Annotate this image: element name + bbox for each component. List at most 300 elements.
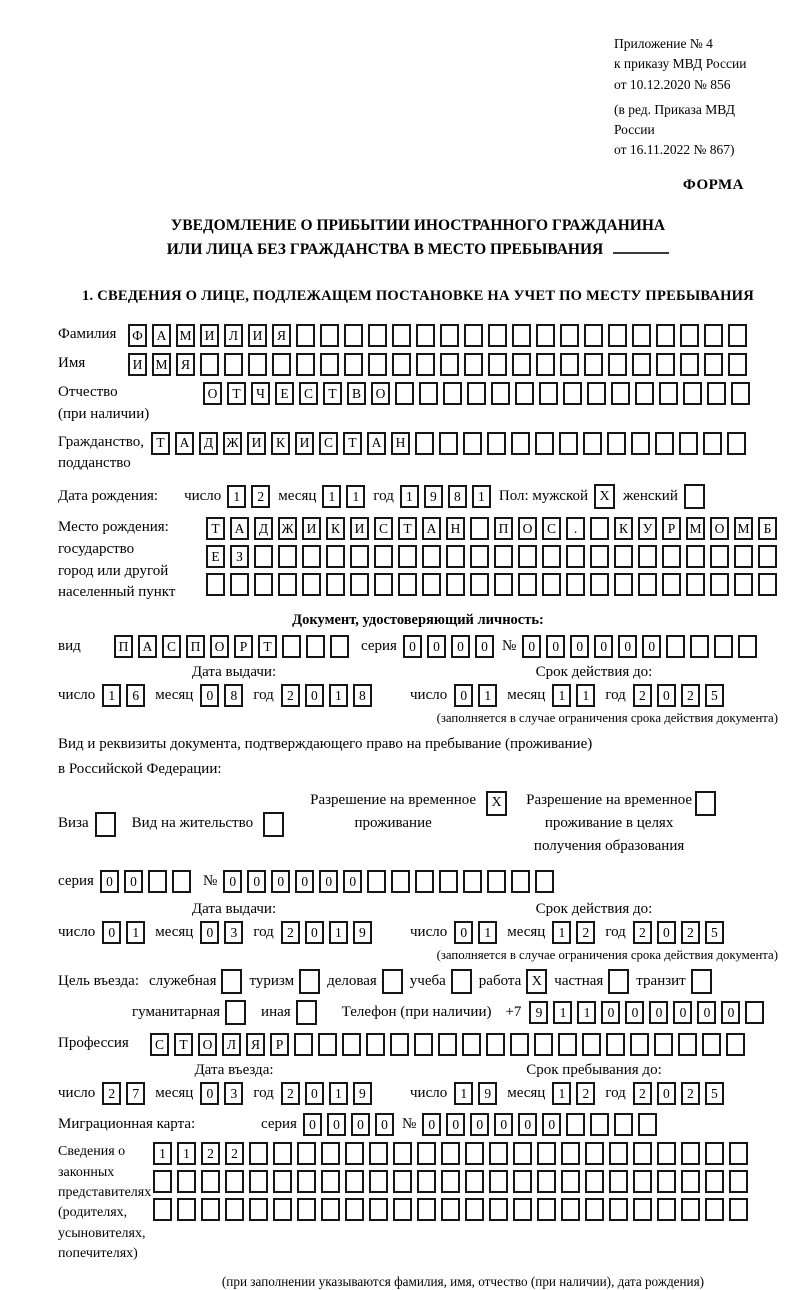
char-cell[interactable] xyxy=(254,573,273,596)
char-cell[interactable] xyxy=(278,545,297,568)
char-cell[interactable]: 1 xyxy=(478,684,497,707)
char-cell[interactable]: 2 xyxy=(633,921,652,944)
char-cell[interactable] xyxy=(415,432,434,455)
char-cell[interactable]: 0 xyxy=(305,684,324,707)
char-cell[interactable]: 1 xyxy=(472,485,491,508)
char-cell[interactable] xyxy=(590,545,609,568)
char-cell[interactable] xyxy=(366,1033,385,1056)
char-cell[interactable] xyxy=(655,432,674,455)
char-cell[interactable] xyxy=(221,969,242,994)
char-cell[interactable]: 0 xyxy=(697,1001,716,1024)
char-cell[interactable] xyxy=(606,1033,625,1056)
char-cell[interactable]: 2 xyxy=(281,1082,300,1105)
char-cell[interactable] xyxy=(608,969,629,994)
char-cell[interactable]: 1 xyxy=(400,485,419,508)
char-cell[interactable]: Ф xyxy=(128,324,147,347)
char-cell[interactable]: 0 xyxy=(446,1113,465,1136)
char-cell[interactable]: 1 xyxy=(577,1001,596,1024)
char-cell[interactable] xyxy=(393,1198,412,1221)
char-cell[interactable] xyxy=(439,432,458,455)
char-cell[interactable] xyxy=(299,969,320,994)
char-cell[interactable] xyxy=(391,870,410,893)
char-cell[interactable] xyxy=(369,1170,388,1193)
char-cell[interactable] xyxy=(441,1198,460,1221)
char-cell[interactable]: И xyxy=(295,432,314,455)
char-cell[interactable]: 0 xyxy=(721,1001,740,1024)
char-cell[interactable] xyxy=(273,1142,292,1165)
char-cell[interactable] xyxy=(635,382,654,405)
char-cell[interactable] xyxy=(657,1142,676,1165)
char-cell[interactable] xyxy=(686,573,705,596)
char-cell[interactable] xyxy=(369,1198,388,1221)
char-cell[interactable]: 2 xyxy=(225,1142,244,1165)
char-cell[interactable] xyxy=(463,432,482,455)
char-cell[interactable] xyxy=(587,382,606,405)
char-cell[interactable] xyxy=(726,1033,745,1056)
char-cell[interactable]: А xyxy=(138,635,157,658)
char-cell[interactable] xyxy=(350,573,369,596)
char-cell[interactable] xyxy=(684,484,705,509)
char-cell[interactable]: С xyxy=(299,382,318,405)
char-cell[interactable] xyxy=(369,1142,388,1165)
char-cell[interactable] xyxy=(494,545,513,568)
char-cell[interactable] xyxy=(585,1142,604,1165)
char-cell[interactable] xyxy=(510,1033,529,1056)
char-cell[interactable] xyxy=(561,1198,580,1221)
char-cell[interactable] xyxy=(609,1198,628,1221)
char-cell[interactable]: Я xyxy=(272,324,291,347)
char-cell[interactable]: М xyxy=(734,517,753,540)
char-cell[interactable] xyxy=(318,1033,337,1056)
char-cell[interactable]: 0 xyxy=(403,635,422,658)
char-cell[interactable] xyxy=(537,1142,556,1165)
char-cell[interactable] xyxy=(678,1033,697,1056)
char-cell[interactable]: 2 xyxy=(251,485,270,508)
char-cell[interactable]: 0 xyxy=(542,1113,561,1136)
char-cell[interactable]: 0 xyxy=(601,1001,620,1024)
char-cell[interactable] xyxy=(559,432,578,455)
char-cell[interactable]: М xyxy=(152,353,171,376)
char-cell[interactable]: Л xyxy=(222,1033,241,1056)
char-cell[interactable] xyxy=(153,1198,172,1221)
char-cell[interactable] xyxy=(398,545,417,568)
char-cell[interactable] xyxy=(681,1142,700,1165)
char-cell[interactable] xyxy=(225,1000,246,1025)
char-cell[interactable] xyxy=(561,1170,580,1193)
char-cell[interactable]: 0 xyxy=(200,684,219,707)
char-cell[interactable]: 0 xyxy=(305,921,324,944)
char-cell[interactable] xyxy=(344,324,363,347)
char-cell[interactable] xyxy=(321,1142,340,1165)
char-cell[interactable]: 0 xyxy=(518,1113,537,1136)
char-cell[interactable]: 9 xyxy=(353,1082,372,1105)
char-cell[interactable] xyxy=(657,1198,676,1221)
char-cell[interactable] xyxy=(638,1113,657,1136)
char-cell[interactable] xyxy=(440,353,459,376)
char-cell[interactable]: 0 xyxy=(454,921,473,944)
char-cell[interactable] xyxy=(416,353,435,376)
char-cell[interactable] xyxy=(680,324,699,347)
char-cell[interactable] xyxy=(680,353,699,376)
char-cell[interactable] xyxy=(225,1198,244,1221)
char-cell[interactable] xyxy=(518,545,537,568)
char-cell[interactable] xyxy=(201,1170,220,1193)
char-cell[interactable]: У xyxy=(638,517,657,540)
char-cell[interactable]: . xyxy=(566,517,585,540)
char-cell[interactable]: С xyxy=(162,635,181,658)
char-cell[interactable] xyxy=(200,353,219,376)
char-cell[interactable] xyxy=(707,382,726,405)
char-cell[interactable]: 9 xyxy=(353,921,372,944)
char-cell[interactable]: К xyxy=(326,517,345,540)
char-cell[interactable]: 0 xyxy=(649,1001,668,1024)
char-cell[interactable] xyxy=(654,1033,673,1056)
char-cell[interactable]: Р xyxy=(234,635,253,658)
char-cell[interactable] xyxy=(201,1198,220,1221)
char-cell[interactable] xyxy=(705,1198,724,1221)
char-cell[interactable] xyxy=(415,870,434,893)
char-cell[interactable] xyxy=(690,635,709,658)
char-cell[interactable]: С xyxy=(374,517,393,540)
char-cell[interactable] xyxy=(206,573,225,596)
char-cell[interactable]: Ч xyxy=(251,382,270,405)
char-cell[interactable] xyxy=(662,573,681,596)
char-cell[interactable] xyxy=(419,382,438,405)
char-cell[interactable]: 0 xyxy=(494,1113,513,1136)
char-cell[interactable]: Л xyxy=(224,324,243,347)
char-cell[interactable]: Р xyxy=(270,1033,289,1056)
char-cell[interactable] xyxy=(727,432,746,455)
char-cell[interactable] xyxy=(489,1198,508,1221)
char-cell[interactable]: А xyxy=(422,517,441,540)
char-cell[interactable] xyxy=(470,573,489,596)
char-cell[interactable] xyxy=(511,432,530,455)
char-cell[interactable] xyxy=(729,1170,748,1193)
char-cell[interactable]: 5 xyxy=(705,1082,724,1105)
char-cell[interactable] xyxy=(535,432,554,455)
char-cell[interactable]: 8 xyxy=(224,684,243,707)
char-cell[interactable]: З xyxy=(230,545,249,568)
char-cell[interactable] xyxy=(350,545,369,568)
char-cell[interactable] xyxy=(393,1170,412,1193)
char-cell[interactable]: Е xyxy=(275,382,294,405)
char-cell[interactable]: 0 xyxy=(319,870,338,893)
char-cell[interactable] xyxy=(441,1170,460,1193)
char-cell[interactable] xyxy=(560,353,579,376)
char-cell[interactable]: К xyxy=(614,517,633,540)
char-cell[interactable]: Р xyxy=(662,517,681,540)
char-cell[interactable] xyxy=(681,1198,700,1221)
char-cell[interactable] xyxy=(489,1170,508,1193)
char-cell[interactable] xyxy=(537,1170,556,1193)
char-cell[interactable] xyxy=(704,324,723,347)
char-cell[interactable]: О xyxy=(710,517,729,540)
char-cell[interactable] xyxy=(512,324,531,347)
char-cell[interactable] xyxy=(464,353,483,376)
char-cell[interactable]: 1 xyxy=(329,921,348,944)
char-cell[interactable] xyxy=(513,1198,532,1221)
char-cell[interactable] xyxy=(542,545,561,568)
char-cell[interactable]: Я xyxy=(246,1033,265,1056)
char-cell[interactable] xyxy=(177,1198,196,1221)
char-cell[interactable] xyxy=(566,545,585,568)
char-cell[interactable]: Ж xyxy=(278,517,297,540)
char-cell[interactable]: 0 xyxy=(223,870,242,893)
char-cell[interactable] xyxy=(703,432,722,455)
char-cell[interactable]: 0 xyxy=(454,684,473,707)
char-cell[interactable]: 0 xyxy=(305,1082,324,1105)
char-cell[interactable] xyxy=(535,870,554,893)
char-cell[interactable] xyxy=(563,382,582,405)
char-cell[interactable] xyxy=(710,545,729,568)
char-cell[interactable] xyxy=(463,870,482,893)
char-cell[interactable]: Д xyxy=(199,432,218,455)
char-cell[interactable]: 1 xyxy=(576,684,595,707)
char-cell[interactable] xyxy=(296,324,315,347)
char-cell[interactable] xyxy=(225,1170,244,1193)
char-cell[interactable] xyxy=(614,545,633,568)
char-cell[interactable] xyxy=(470,517,489,540)
char-cell[interactable] xyxy=(489,1142,508,1165)
char-cell[interactable]: 9 xyxy=(529,1001,548,1024)
char-cell[interactable] xyxy=(728,324,747,347)
char-cell[interactable]: 0 xyxy=(618,635,637,658)
char-cell[interactable] xyxy=(662,545,681,568)
char-cell[interactable] xyxy=(729,1142,748,1165)
char-cell[interactable] xyxy=(344,353,363,376)
char-cell[interactable] xyxy=(536,324,555,347)
char-cell[interactable]: 1 xyxy=(227,485,246,508)
char-cell[interactable] xyxy=(590,517,609,540)
char-cell[interactable]: 2 xyxy=(681,921,700,944)
char-cell[interactable] xyxy=(511,870,530,893)
char-cell[interactable]: И xyxy=(200,324,219,347)
char-cell[interactable]: 8 xyxy=(353,684,372,707)
char-cell[interactable] xyxy=(536,353,555,376)
char-cell[interactable] xyxy=(609,1170,628,1193)
char-cell[interactable]: 0 xyxy=(625,1001,644,1024)
char-cell[interactable] xyxy=(659,382,678,405)
char-cell[interactable] xyxy=(440,324,459,347)
char-cell[interactable]: 9 xyxy=(478,1082,497,1105)
char-cell[interactable]: И xyxy=(247,432,266,455)
char-cell[interactable]: Т xyxy=(174,1033,193,1056)
char-cell[interactable] xyxy=(758,573,777,596)
char-cell[interactable] xyxy=(417,1142,436,1165)
char-cell[interactable]: П xyxy=(186,635,205,658)
char-cell[interactable] xyxy=(632,324,651,347)
char-cell[interactable]: В xyxy=(347,382,366,405)
char-cell[interactable] xyxy=(392,353,411,376)
char-cell[interactable] xyxy=(691,969,712,994)
char-cell[interactable]: 1 xyxy=(322,485,341,508)
char-cell[interactable]: 2 xyxy=(633,684,652,707)
char-cell[interactable]: Я xyxy=(176,353,195,376)
char-cell[interactable]: 2 xyxy=(633,1082,652,1105)
char-cell[interactable]: 0 xyxy=(642,635,661,658)
char-cell[interactable]: 0 xyxy=(102,921,121,944)
char-cell[interactable]: 0 xyxy=(570,635,589,658)
char-cell[interactable] xyxy=(296,1000,317,1025)
char-cell[interactable] xyxy=(633,1198,652,1221)
char-cell[interactable]: Т xyxy=(151,432,170,455)
char-cell[interactable]: 0 xyxy=(271,870,290,893)
char-cell[interactable] xyxy=(728,353,747,376)
char-cell[interactable]: Б xyxy=(758,517,777,540)
char-cell[interactable]: 0 xyxy=(343,870,362,893)
char-cell[interactable]: 1 xyxy=(126,921,145,944)
char-cell[interactable] xyxy=(177,1170,196,1193)
char-cell[interactable] xyxy=(666,635,685,658)
char-cell[interactable]: С xyxy=(319,432,338,455)
char-cell[interactable]: Т xyxy=(398,517,417,540)
char-cell[interactable] xyxy=(614,1113,633,1136)
char-cell[interactable] xyxy=(320,353,339,376)
char-cell[interactable]: 1 xyxy=(346,485,365,508)
char-cell[interactable] xyxy=(656,324,675,347)
char-cell[interactable]: К xyxy=(271,432,290,455)
char-cell[interactable]: 0 xyxy=(351,1113,370,1136)
char-cell[interactable] xyxy=(657,1170,676,1193)
char-cell[interactable] xyxy=(486,1033,505,1056)
char-cell[interactable] xyxy=(249,1198,268,1221)
char-cell[interactable] xyxy=(702,1033,721,1056)
char-cell[interactable]: 2 xyxy=(576,1082,595,1105)
char-cell[interactable]: 0 xyxy=(200,921,219,944)
char-cell[interactable] xyxy=(704,353,723,376)
char-cell[interactable]: 2 xyxy=(281,684,300,707)
char-cell[interactable]: 1 xyxy=(329,684,348,707)
char-cell[interactable]: 6 xyxy=(126,684,145,707)
char-cell[interactable] xyxy=(614,573,633,596)
char-cell[interactable]: 0 xyxy=(594,635,613,658)
char-cell[interactable] xyxy=(172,870,191,893)
char-cell[interactable] xyxy=(254,545,273,568)
char-cell[interactable]: О xyxy=(203,382,222,405)
char-cell[interactable] xyxy=(534,1033,553,1056)
char-cell[interactable] xyxy=(422,545,441,568)
char-cell[interactable] xyxy=(470,545,489,568)
char-cell[interactable] xyxy=(321,1198,340,1221)
char-cell[interactable] xyxy=(374,545,393,568)
char-cell[interactable]: 5 xyxy=(705,684,724,707)
char-cell[interactable]: 1 xyxy=(329,1082,348,1105)
char-cell[interactable] xyxy=(542,573,561,596)
char-cell[interactable]: 0 xyxy=(375,1113,394,1136)
char-cell[interactable] xyxy=(705,1142,724,1165)
char-cell[interactable]: 1 xyxy=(552,921,571,944)
char-cell[interactable] xyxy=(467,382,486,405)
char-cell[interactable] xyxy=(417,1170,436,1193)
char-cell[interactable] xyxy=(395,382,414,405)
char-cell[interactable] xyxy=(679,432,698,455)
char-cell[interactable]: Е xyxy=(206,545,225,568)
char-cell[interactable] xyxy=(585,1198,604,1221)
char-cell[interactable] xyxy=(374,573,393,596)
char-cell[interactable]: О xyxy=(198,1033,217,1056)
char-cell[interactable]: Т xyxy=(323,382,342,405)
char-cell[interactable]: Д xyxy=(254,517,273,540)
char-cell[interactable] xyxy=(590,573,609,596)
char-cell[interactable]: X xyxy=(594,484,615,509)
char-cell[interactable]: X xyxy=(526,969,547,994)
char-cell[interactable] xyxy=(249,1142,268,1165)
char-cell[interactable]: 0 xyxy=(295,870,314,893)
char-cell[interactable] xyxy=(465,1198,484,1221)
char-cell[interactable]: 3 xyxy=(224,921,243,944)
char-cell[interactable] xyxy=(487,870,506,893)
char-cell[interactable] xyxy=(230,573,249,596)
char-cell[interactable]: С xyxy=(150,1033,169,1056)
char-cell[interactable] xyxy=(153,1170,172,1193)
char-cell[interactable] xyxy=(584,324,603,347)
char-cell[interactable] xyxy=(297,1142,316,1165)
char-cell[interactable] xyxy=(393,1142,412,1165)
char-cell[interactable] xyxy=(494,573,513,596)
char-cell[interactable] xyxy=(638,573,657,596)
char-cell[interactable]: С xyxy=(542,517,561,540)
char-cell[interactable] xyxy=(561,1142,580,1165)
char-cell[interactable] xyxy=(608,353,627,376)
char-cell[interactable]: 0 xyxy=(546,635,565,658)
char-cell[interactable]: 1 xyxy=(553,1001,572,1024)
char-cell[interactable] xyxy=(462,1033,481,1056)
char-cell[interactable]: X xyxy=(486,791,507,816)
char-cell[interactable] xyxy=(558,1033,577,1056)
char-cell[interactable]: 2 xyxy=(681,1082,700,1105)
char-cell[interactable] xyxy=(345,1170,364,1193)
char-cell[interactable] xyxy=(224,353,243,376)
char-cell[interactable]: 8 xyxy=(448,485,467,508)
char-cell[interactable] xyxy=(731,382,750,405)
char-cell[interactable] xyxy=(439,870,458,893)
char-cell[interactable]: 5 xyxy=(705,921,724,944)
char-cell[interactable] xyxy=(582,1033,601,1056)
char-cell[interactable] xyxy=(302,545,321,568)
char-cell[interactable]: 0 xyxy=(427,635,446,658)
char-cell[interactable] xyxy=(583,432,602,455)
char-cell[interactable] xyxy=(417,1198,436,1221)
char-cell[interactable]: 2 xyxy=(281,921,300,944)
char-cell[interactable] xyxy=(345,1142,364,1165)
char-cell[interactable]: 0 xyxy=(100,870,119,893)
char-cell[interactable]: 0 xyxy=(124,870,143,893)
char-cell[interactable]: О xyxy=(518,517,537,540)
char-cell[interactable] xyxy=(714,635,733,658)
char-cell[interactable]: 0 xyxy=(327,1113,346,1136)
char-cell[interactable] xyxy=(632,353,651,376)
char-cell[interactable]: И xyxy=(248,324,267,347)
char-cell[interactable] xyxy=(345,1198,364,1221)
char-cell[interactable] xyxy=(330,635,349,658)
char-cell[interactable] xyxy=(464,324,483,347)
char-cell[interactable] xyxy=(681,1170,700,1193)
char-cell[interactable] xyxy=(710,573,729,596)
char-cell[interactable]: 1 xyxy=(552,1082,571,1105)
char-cell[interactable]: 9 xyxy=(424,485,443,508)
char-cell[interactable] xyxy=(263,812,284,837)
char-cell[interactable] xyxy=(656,353,675,376)
char-cell[interactable] xyxy=(465,1142,484,1165)
char-cell[interactable] xyxy=(392,324,411,347)
char-cell[interactable] xyxy=(705,1170,724,1193)
char-cell[interactable]: 1 xyxy=(153,1142,172,1165)
char-cell[interactable] xyxy=(745,1001,764,1024)
char-cell[interactable]: 0 xyxy=(673,1001,692,1024)
char-cell[interactable] xyxy=(272,353,291,376)
char-cell[interactable] xyxy=(302,573,321,596)
char-cell[interactable]: И xyxy=(302,517,321,540)
